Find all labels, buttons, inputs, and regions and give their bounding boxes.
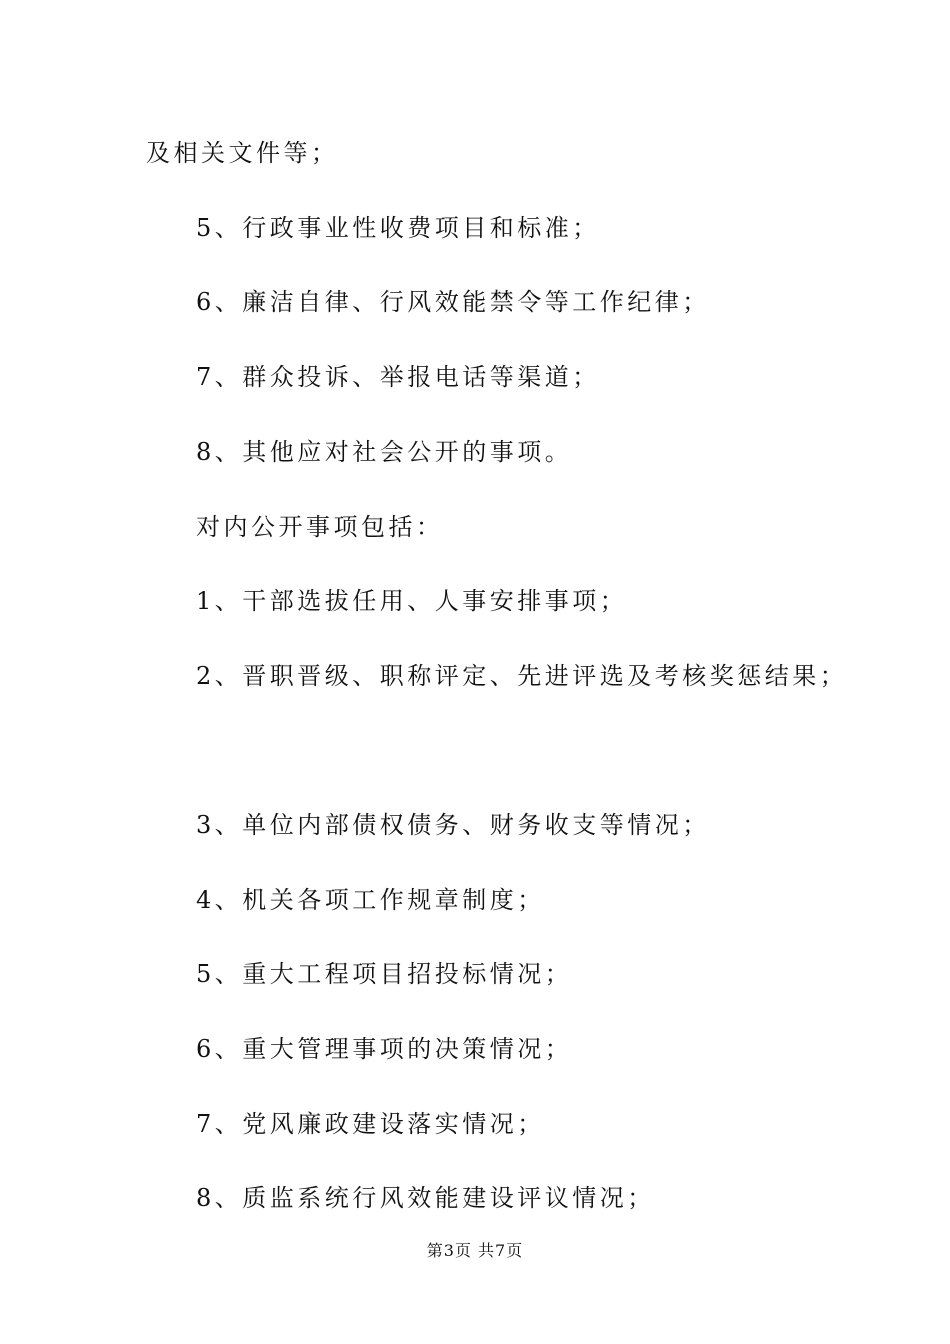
internal-item-7: 7、党风廉政建设落实情况；: [196, 1110, 545, 1138]
page-number-footer: 第3页 共7页: [426, 1241, 524, 1260]
public-item-8: 8、其他应对社会公开的事项。: [196, 438, 573, 466]
internal-item-1: 1、干部选拔任用、人事安排事项；: [196, 587, 628, 615]
internal-item-5: 5、重大工程项目招投标情况；: [196, 960, 573, 988]
public-item-6: 6、廉洁自律、行风效能禁令等工作纪律；: [196, 288, 710, 316]
internal-section-heading: 对内公开事项包括：: [196, 513, 444, 541]
public-item-7: 7、群众投诉、举报电话等渠道；: [196, 363, 600, 391]
internal-item-3: 3、单位内部债权债务、财务收支等情况；: [196, 811, 710, 839]
paragraph-continuation: 及相关文件等；: [146, 139, 339, 167]
internal-item-8: 8、质监系统行风效能建设评议情况；: [196, 1184, 655, 1212]
internal-item-4: 4、机关各项工作规章制度；: [196, 886, 545, 914]
internal-item-6: 6、重大管理事项的决策情况；: [196, 1035, 573, 1063]
internal-item-2: 2、晋职晋级、职称评定、先进评选及考核奖惩结果；: [196, 662, 848, 690]
public-item-5: 5、行政事业性收费项目和标准；: [196, 214, 600, 242]
